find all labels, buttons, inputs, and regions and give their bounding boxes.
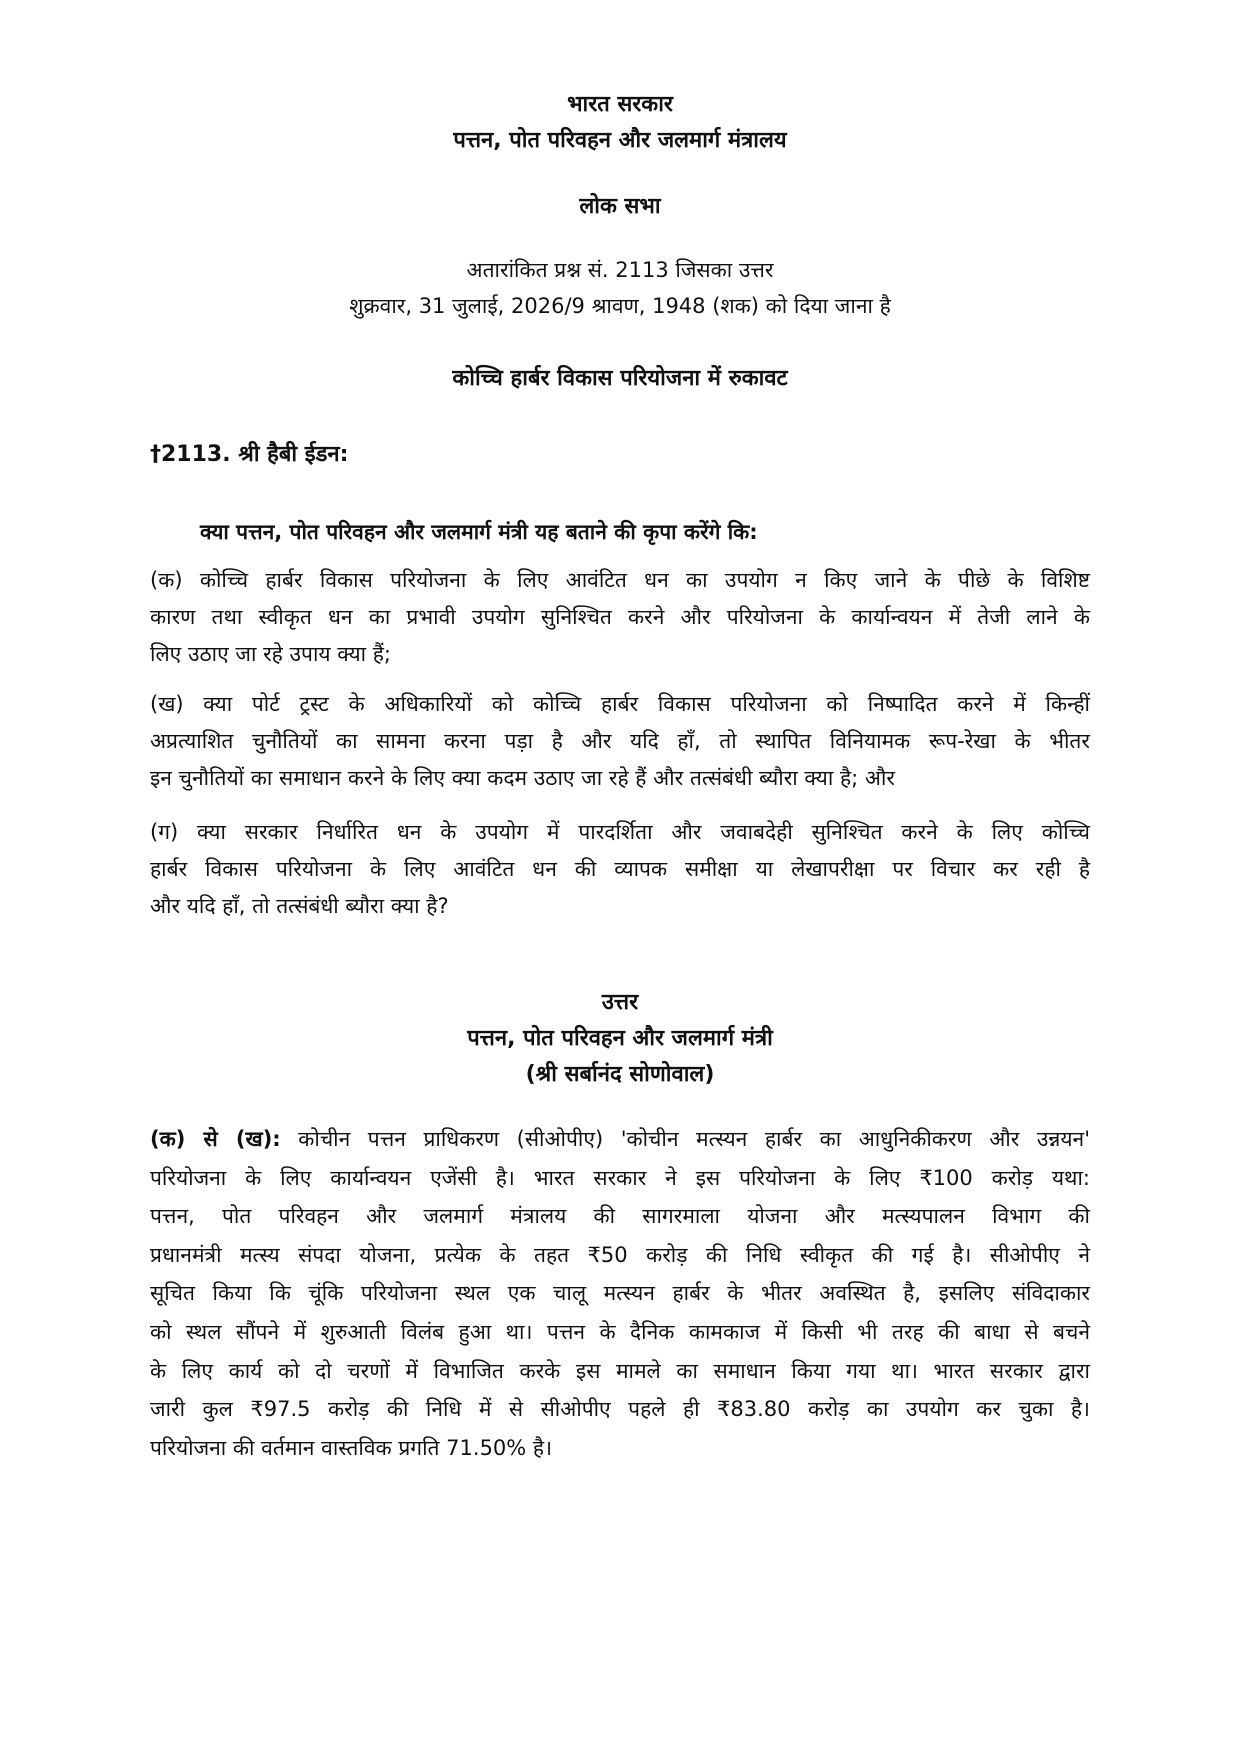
question-part-ga	[150, 814, 1090, 925]
text-line: (ग) क्या सरकार निर्धारित धन के उपयोग में पारदर्शिता और जवाबदेही सुनिश्चित करने के लिए कोच्चि	[150, 820, 1090, 844]
subject-title: कोच्चि हार्बर विकास परियोजना में रुकावट	[452, 366, 788, 391]
govt-heading: भारत सरकार	[567, 92, 673, 117]
ministry-heading: पत्तन, पोत परिवहन और जलमार्ग मंत्रालय	[453, 128, 787, 153]
text-line: (ख) क्या पोर्ट ट्रस्ट के अधिकारियों को कोच्चि हार्बर विकास परियोजना को निष्पादित करने में किन्हीं	[150, 692, 1090, 716]
question-part-ka	[150, 562, 1090, 673]
text-line: सूचित किया कि चूंकि परियोजना स्थल एक चालू मत्स्यन हार्बर के भीतर अवस्थित है, इसलिए संविदाकार	[150, 1281, 1090, 1306]
answer-date-line: शुक्रवार, 31 जुलाई, 2026/9 श्रावण, 1948 (शक) को दिया जाना है	[349, 294, 891, 318]
answer-part-label: (क) से (ख):	[150, 1127, 281, 1151]
text-line: लिए उठाए जा रहे उपाय क्या हैं;	[150, 642, 391, 666]
text-line: जारी कुल ₹97.5 करोड़ की निधि में से सीओपीए पहले ही ₹83.80 करोड़ का उपयोग कर चुका है।	[150, 1397, 1090, 1422]
house-heading: लोक सभा	[579, 194, 661, 219]
answer-body	[150, 1120, 1090, 1467]
text-line: पत्तन, पोत परिवहन और जलमार्ग मंत्रालय की सागरमाला योजना और मत्स्यपालन विभाग की	[150, 1204, 1090, 1229]
asker-line: †2113. श्री हैबी ईडन:	[150, 442, 349, 467]
text-line: को स्थल सौंपने में शुरुआती विलंब हुआ था। पत्तन के दैनिक कामकाज में किसी भी तरह की बाधा से बचने	[150, 1319, 1090, 1344]
question-part-kha	[150, 686, 1090, 797]
text-line: अप्रत्याशित चुनौतियों का सामना करना पड़ा है और यदि हाँ, तो स्थापित विनियामक रूप-रेखा के भीतर	[150, 729, 1090, 753]
minister-title: पत्तन, पोत परिवहन और जलमार्ग मंत्री	[467, 1026, 773, 1051]
minister-name: (श्री सर्बानंद सोणोवाल)	[525, 1062, 715, 1087]
text-line: और यदि हाँ, तो तत्संबंधी ब्यौरा क्या है?	[150, 894, 449, 918]
text-line: हार्बर विकास परियोजना के लिए आवंटित धन की व्यापक समीक्षा या लेखापरीक्षा पर विचार कर रही है	[150, 857, 1090, 881]
text-line: इन चुनौतियों का समाधान करने के लिए क्या कदम उठाए जा रहे हैं और तत्संबंधी ब्यौरा क्या है; और	[150, 766, 895, 790]
answer-line-text: कोचीन पत्तन प्राधिकरण (सीओपीए) 'कोचीन मत्स्यन हार्बर का आधुनिकीकरण और उन्नयन'	[298, 1127, 1090, 1151]
text-line: के लिए कार्य को दो चरणों में विभाजित करके इस मामले का समाधान किया गया था। भारत सरकार द्वारा	[150, 1358, 1090, 1383]
question-intro: क्या पत्तन, पोत परिवहन और जलमार्ग मंत्री यह बताने की कृपा करेंगे कि:	[200, 520, 758, 544]
text-line: परियोजना की वर्तमान वास्तविक प्रगति 71.50% है।	[150, 1435, 553, 1460]
answer-heading: उत्तर	[601, 990, 639, 1015]
text-line	[150, 1120, 1090, 1159]
text-line: प्रधानमंत्री मत्स्य संपदा योजना, प्रत्येक के तहत ₹50 करोड़ की निधि स्वीकृत की गई है। सीओपीए ने	[150, 1242, 1090, 1267]
text-line: परियोजना के लिए कार्यान्वयन एजेंसी है। भारत सरकार ने इस परियोजना के लिए ₹100 करोड़ यथा:	[150, 1165, 1090, 1190]
text-line: (क) कोच्चि हार्बर विकास परियोजना के लिए आवंटित धन का उपयोग न किए जाने के पीछे के विशिष्ट	[150, 568, 1090, 592]
text-line: कारण तथा स्वीकृत धन का प्रभावी उपयोग सुनिश्चित करने और परियोजना के कार्यान्वयन में तेजी लाने के	[150, 605, 1090, 629]
question-number-line: अतारांकित प्रश्न सं. 2113 जिसका उत्तर	[466, 258, 774, 282]
